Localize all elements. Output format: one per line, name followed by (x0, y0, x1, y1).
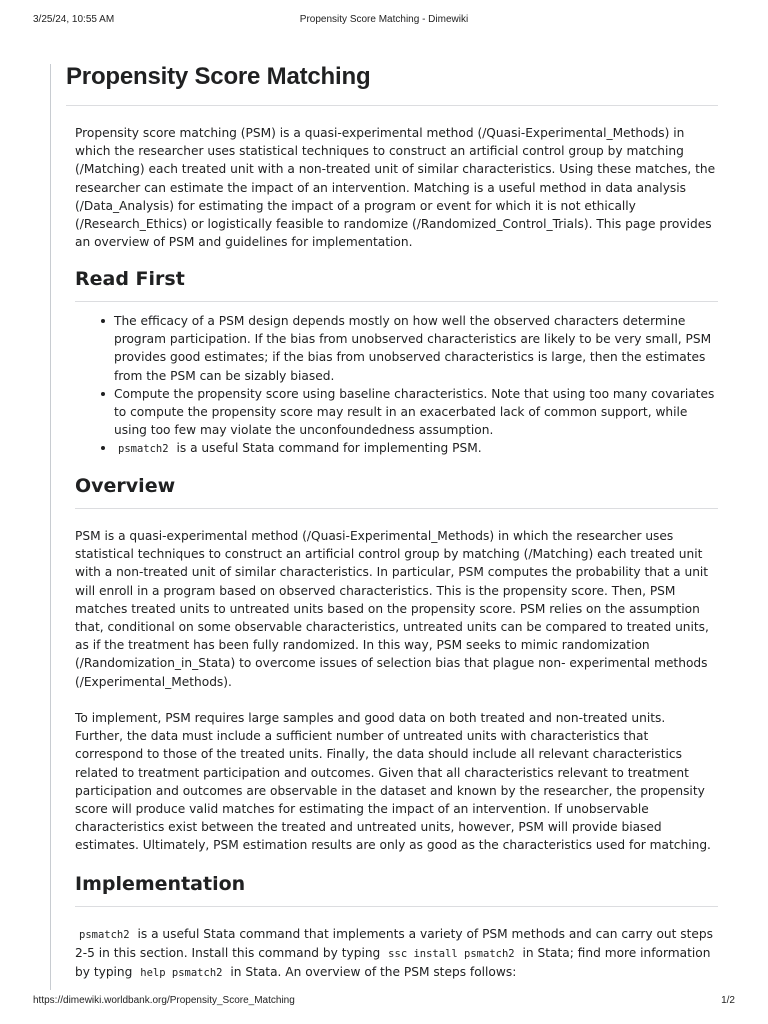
list-item (97, 385, 719, 440)
paragraph-text: is a useful Stata command that implements a variety of PSM methods and can carry out steps 2-5 in this section. Install this command by typing (75, 927, 714, 961)
print-page-number: 1/2 (721, 995, 735, 1006)
bullet-icon (101, 319, 105, 323)
section-divider (75, 906, 718, 907)
list-item (97, 312, 719, 385)
inline-code: psmatch2 (79, 929, 130, 941)
overview-paragraph-1: PSM is a quasi-experimental method (/Quasi-Experimental_Methods) in which the researcher uses statistical techniques to construct an artificial control group by matching (/Matching) each treated unit with a non-treated unit of similar characteristics. In particular, PSM computes the probability that a unit will enroll in a program based on observed characteristics. This is the propensity score. Then, PSM matches treated units to untreated units based on the propensity score. PSM relies on the assumption that, conditional on some observable characteristics, untreated units can be compared to treated units, as if the treatment has been fully randomized. In this way, PSM seeks to mimic randomization (/Randomization_in_Stata) to overcome issues of selection bias that plague non- experimental methods (/Experimental_Methods). (75, 529, 709, 689)
bullet-icon (101, 446, 105, 450)
section-heading-overview: Overview (75, 475, 176, 497)
section-divider (75, 301, 718, 302)
print-page-title: Propensity Score Matching - Dimewiki (299, 14, 469, 25)
print-footer (33, 995, 735, 1009)
inline-code: psmatch2 (118, 443, 169, 456)
section-divider (75, 508, 718, 509)
intro-paragraph: Propensity score matching (PSM) is a quasi-experimental method (/Quasi-Experimental_Methods) in which the researcher uses statistical techniques to construct an artificial control group by matching (/Matching) each treated unit with a non-treated unit of similar characteristics. Using these matches, the researcher can estimate the impact of an intervention. Matching is a useful method in data analysis (/Data_Analysis) for estimating the impact of a program or event for which it is not ethically (/Research_Ethics) or logistically feasible to randomize (/Randomized_Control_Trials). This page provides an overview of PSM and guidelines for implementation. (75, 126, 716, 250)
print-url: https://dimewiki.worldbank.org/Propensity_Score_Matching (33, 995, 295, 1006)
inline-code: ssc install psmatch2 (388, 948, 515, 961)
section-heading-implementation: Implementation (75, 873, 246, 895)
print-datetime: 3/25/24, 10:55 AM (33, 14, 115, 25)
list-item (97, 439, 719, 458)
paragraph-text: in Stata. An overview of the PSM steps follows: (230, 965, 517, 980)
paragraph-text: in Stata; find more information by typing (75, 946, 711, 980)
implementation-paragraph (75, 925, 717, 983)
page-title: Propensity Score Matching (66, 63, 371, 90)
read-first-list (97, 312, 719, 459)
section-heading-read-first: Read First (75, 268, 185, 290)
list-item-text: Compute the propensity score using baseline characteristics. Note that using too many covariates to compute the propensity score may result in an exacerbated lack of common support, while using too few may violate the unconfoundedness assumption. (114, 386, 715, 438)
title-divider (66, 105, 718, 106)
overview-paragraph-2: To implement, PSM requires large samples and good data on both treated and non-treated units. Further, the data must include a sufficient number of untreated units with characteristics that correspond to those of the treated units. Finally, the data should include all relevant characteristics related to treatment participation and outcomes. Given that all characteristics relevant to treatment participation and outcomes are observable in the dataset and known by the researcher, the propensity score will produce valid matches for estimating the impact of an intervention. If unobservable characteristics exist between the treated and untreated units, however, PSM will provide biased estimates. Ultimately, PSM estimation results are only as good as the characteristics used for matching. (75, 711, 711, 853)
content-left-border (50, 64, 51, 990)
inline-code: help psmatch2 (140, 967, 223, 980)
list-item-text: The efficacy of a PSM design depends mostly on how well the observed characters determine program participation. If the bias from unobserved characteristics are likely to be very small, PSM provides good estimates; if the bias from unobserved characteristics is large, then the estimates from the PSM can be sizably biased. (114, 314, 712, 383)
print-header (33, 14, 735, 28)
list-item-text: is a useful Stata command for implementing PSM. (176, 441, 482, 456)
bullet-icon (101, 392, 105, 396)
